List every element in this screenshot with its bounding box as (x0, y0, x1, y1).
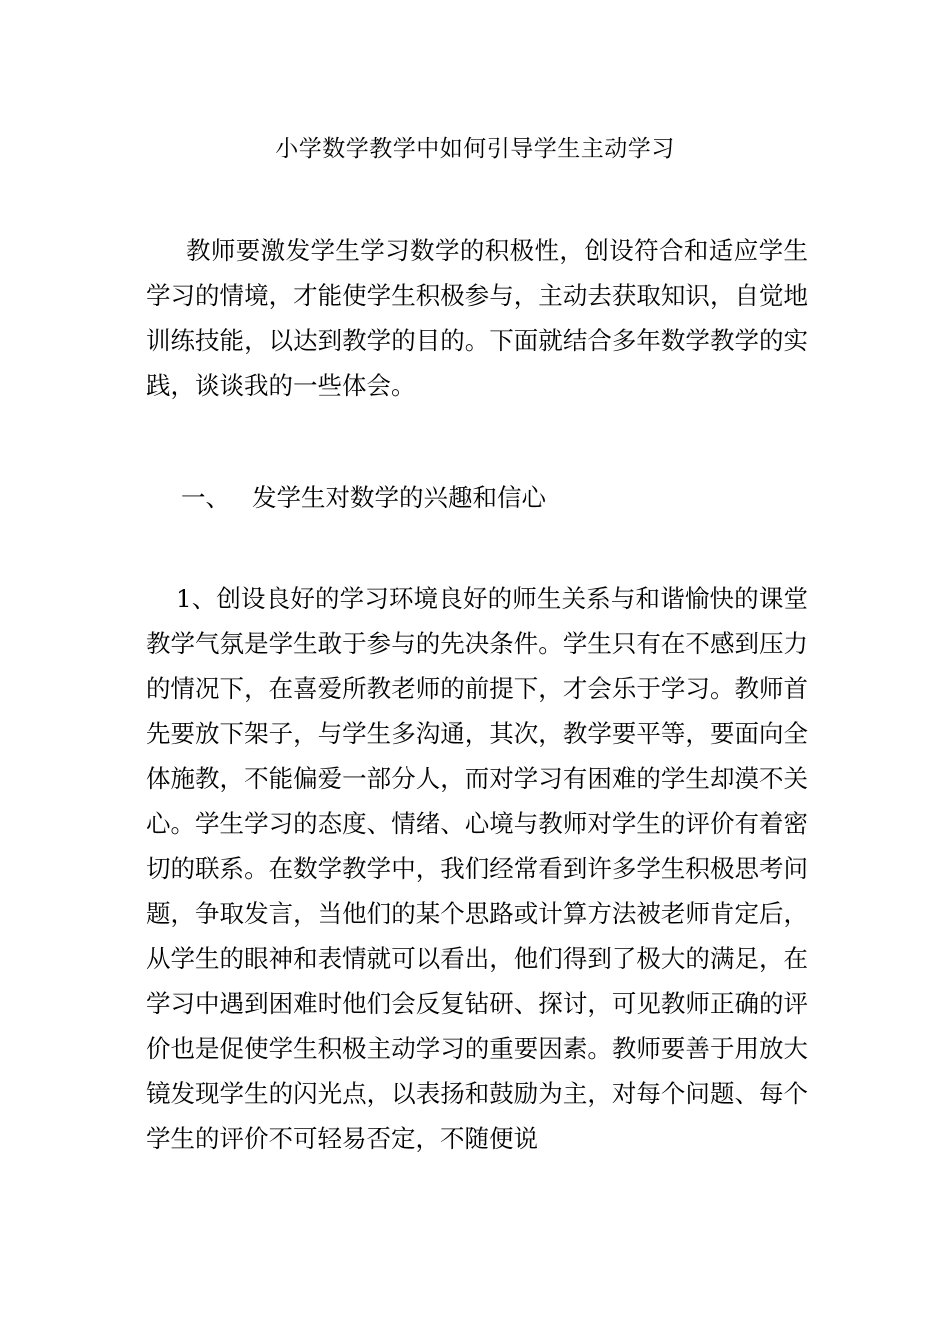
section-heading-text: 发学生对数学的兴趣和信心 (252, 483, 546, 512)
body-paragraph: 1、创设良好的学习环境良好的师生关系与和谐愉快的课堂教学气氛是学生敢于参与的先决条件。学生只有在不感到压力的情况下，在喜爱所教老师的前提下，才会乐于学习。教师首先要放下架子，与学生多沟通，其次，教学要平等，要面向全体施教，不能偏爱一部分人，而对学习有困难的学生却漠不关心。学生学习的态度、情绪、心境与教师对学生的评价有着密切的联系。在数学教学中，我们经常看到许多学生积极思考问题，争取发言，当他们的某个思路或计算方法被老师肯定后，从学生的眼神和表情就可以看出，他们得到了极大的满足，在学习中遇到困难时他们会反复钻研、探讨，可见教师正确的评价也是促使学生积极主动学习的重要因素。教师要善于用放大镜发现学生的闪光点，以表扬和鼓励为主，对每个问题、每个学生的评价不可轻易否定，不随便说 (146, 584, 808, 1153)
section-number: 一、 (181, 483, 230, 512)
document-title: 小学数学教学中如何引导学生主动学习 (275, 136, 675, 162)
intro-paragraph: 教师要激发学生学习数学的积极性，创设符合和适应学生学习的情境，才能使学生积极参与，主动去获取知识，自觉地训练技能，以达到教学的目的。下面就结合多年数学教学的实践，谈谈我的一些体会。 (146, 236, 808, 400)
section-heading (181, 478, 546, 518)
